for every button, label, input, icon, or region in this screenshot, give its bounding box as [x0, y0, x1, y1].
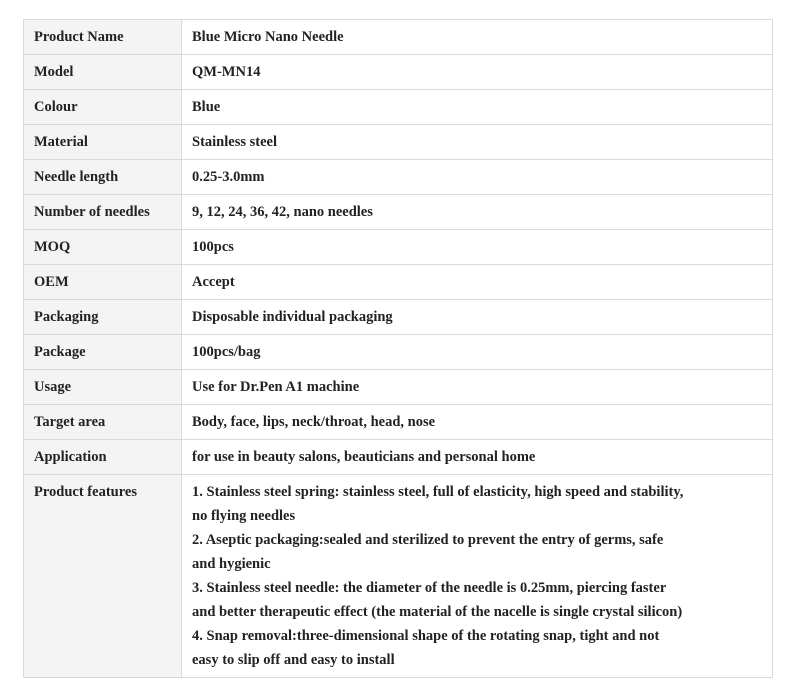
spec-value: 9, 12, 24, 36, 42, nano needles: [182, 195, 773, 230]
spec-value: Disposable individual packaging: [182, 300, 773, 335]
feature-line: 1. Stainless steel spring: stainless steel, full of elasticity, high speed and stability,: [192, 484, 684, 500]
spec-label: Model: [24, 55, 182, 90]
spec-row-target-area: [24, 405, 773, 440]
feature-line: no flying needles: [192, 508, 296, 524]
spec-label: Application: [24, 440, 182, 475]
feature-line: and better therapeutic effect (the material of the nacelle is single crystal silicon): [192, 604, 683, 620]
spec-row-moq: [24, 230, 773, 265]
feature-line: 4. Snap removal:three-dimensional shape of the rotating snap, tight and not: [192, 628, 660, 644]
spec-row-model: [24, 55, 773, 90]
spec-label: Package: [24, 335, 182, 370]
spec-row-usage: [24, 370, 773, 405]
spec-row-colour: [24, 90, 773, 125]
spec-row-packaging: [24, 300, 773, 335]
spec-value: 100pcs/bag: [182, 335, 773, 370]
product-spec-table: [23, 19, 773, 678]
spec-value: Body, face, lips, neck/throat, head, nose: [182, 405, 773, 440]
spec-row-product-name: [24, 20, 773, 55]
spec-row-package: [24, 335, 773, 370]
spec-value: for use in beauty salons, beauticians and personal home: [182, 440, 773, 475]
spec-value: Stainless steel: [182, 125, 773, 160]
spec-label: Target area: [24, 405, 182, 440]
spec-value: 0.25-3.0mm: [182, 160, 773, 195]
spec-label: Product features: [24, 475, 182, 678]
feature-line: and hygienic: [192, 556, 271, 572]
spec-row-application: [24, 440, 773, 475]
spec-value: 100pcs: [182, 230, 773, 265]
spec-row-number-of-needles: [24, 195, 773, 230]
spec-row-needle-length: [24, 160, 773, 195]
spec-value: QM-MN14: [182, 55, 773, 90]
spec-value: Use for Dr.Pen A1 machine: [182, 370, 773, 405]
spec-row-material: [24, 125, 773, 160]
spec-label: Colour: [24, 90, 182, 125]
spec-value: Blue: [182, 90, 773, 125]
feature-line: 3. Stainless steel needle: the diameter of the needle is 0.25mm, piercing faster: [192, 580, 667, 596]
spec-row-product-features: [24, 475, 773, 678]
spec-label: Number of needles: [24, 195, 182, 230]
spec-label: Usage: [24, 370, 182, 405]
feature-line: easy to slip off and easy to install: [192, 652, 395, 668]
spec-value: Accept: [182, 265, 773, 300]
spec-row-oem: [24, 265, 773, 300]
spec-value: Blue Micro Nano Needle: [182, 20, 773, 55]
spec-label: Material: [24, 125, 182, 160]
spec-label: MOQ: [24, 230, 182, 265]
features-list: [182, 475, 773, 678]
feature-line: 2. Aseptic packaging:sealed and sterilized to prevent the entry of germs, safe: [192, 532, 664, 548]
spec-label: Product Name: [24, 20, 182, 55]
spec-label: Packaging: [24, 300, 182, 335]
spec-label: Needle length: [24, 160, 182, 195]
spec-label: OEM: [24, 265, 182, 300]
